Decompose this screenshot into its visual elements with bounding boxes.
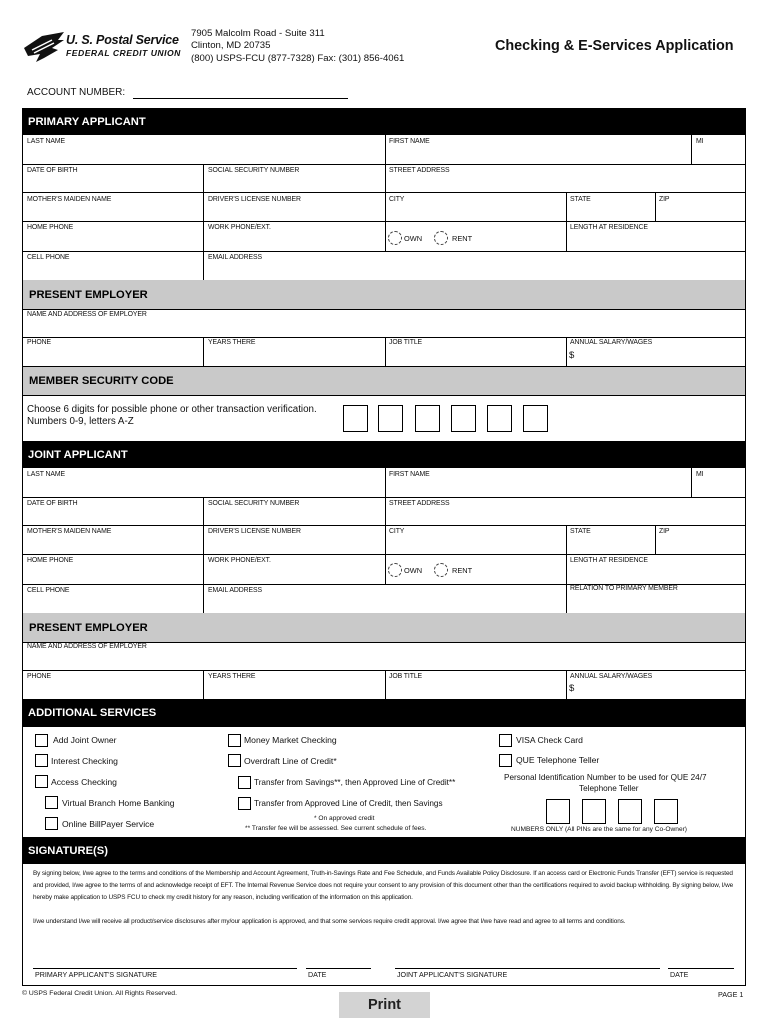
online-billpayer-checkbox[interactable]	[45, 817, 58, 830]
additional-services-header: ADDITIONAL SERVICES	[22, 699, 746, 727]
zip-field[interactable]: ZIP	[659, 196, 670, 203]
joint-applicant-header: JOINT APPLICANT	[22, 441, 746, 468]
security-code-digit-1[interactable]	[343, 405, 368, 432]
first-name-field[interactable]: FIRST NAME	[389, 138, 430, 145]
page-number: PAGE 1	[718, 990, 744, 999]
security-line-2: Numbers 0-9, letters A-Z	[27, 416, 134, 427]
work-phone-field[interactable]: WORK PHONE/EXT.	[208, 224, 271, 231]
security-code-digit-4[interactable]	[451, 405, 476, 432]
col-divider	[566, 525, 567, 613]
col-divider	[203, 337, 204, 366]
joint-first-name-field[interactable]: FIRST NAME	[389, 471, 430, 478]
virtual-branch-checkbox[interactable]	[45, 796, 58, 809]
joint-rent-radio[interactable]	[434, 563, 448, 577]
cell-phone-field[interactable]: CELL PHONE	[27, 254, 70, 261]
date-of-birth-field[interactable]: DATE OF BIRTH	[27, 167, 78, 174]
visa-check-card-label: VISA Check Card	[516, 735, 583, 745]
ssn-field[interactable]: SOCIAL SECURITY NUMBER	[208, 167, 300, 174]
joint-date-line[interactable]	[668, 968, 734, 969]
joint-annual-salary-field[interactable]: ANNUAL SALARY/WAGES	[570, 673, 653, 680]
primary-applicant-grid	[22, 135, 746, 281]
joint-city-field[interactable]: CITY	[389, 528, 405, 535]
row-divider	[22, 337, 746, 338]
job-title-field[interactable]: JOB TITLE	[389, 339, 423, 346]
security-code-digit-5[interactable]	[487, 405, 512, 432]
own-radio[interactable]	[388, 231, 402, 245]
joint-job-title-field[interactable]: JOB TITLE	[389, 673, 423, 680]
transfer-from-savings-checkbox[interactable]	[238, 776, 251, 789]
money-market-label: Money Market Checking	[244, 735, 337, 745]
overdraft-checkbox[interactable]	[228, 754, 241, 767]
joint-work-phone-field[interactable]: WORK PHONE/EXT.	[208, 557, 271, 564]
col-divider	[385, 497, 386, 584]
address-block	[191, 28, 404, 65]
rent-radio[interactable]	[434, 231, 448, 245]
overdraft-label: Overdraft Line of Credit*	[244, 756, 337, 766]
joint-employer-header: PRESENT EMPLOYER	[22, 613, 746, 642]
account-number-field[interactable]	[133, 98, 348, 99]
joint-cell-phone-field[interactable]: CELL PHONE	[27, 587, 70, 594]
col-divider	[566, 337, 567, 366]
joint-rent-label: RENT	[452, 566, 473, 575]
joint-years-there-field[interactable]: YEARS THERE	[208, 673, 256, 680]
account-number-label: ACCOUNT NUMBER:	[27, 87, 126, 98]
primary-applicant-header: PRIMARY APPLICANT	[22, 108, 746, 135]
home-phone-field[interactable]: HOME PHONE	[27, 224, 74, 231]
joint-maiden-name-field[interactable]: MOTHER'S MAIDEN NAME	[27, 528, 112, 535]
email-field[interactable]: EMAIL ADDRESS	[208, 254, 262, 261]
pin-numbers-only-note: NUMBERS ONLY (All PINs are the same for any Co-Owner)	[511, 826, 688, 833]
pin-instructions-line-1: Personal Identification Number to be used for QUE 24/7	[504, 773, 707, 782]
joint-employer-phone-field[interactable]: PHONE	[27, 673, 52, 680]
col-divider	[655, 192, 656, 221]
joint-employer-name-address-field[interactable]: NAME AND ADDRESS OF EMPLOYER	[27, 643, 147, 650]
interest-checking-checkbox[interactable]	[35, 754, 48, 767]
row-divider	[22, 670, 746, 671]
joint-zip-field[interactable]: ZIP	[659, 528, 670, 535]
dollar-sign: $	[569, 350, 575, 361]
middle-initial-field[interactable]: MI	[696, 138, 704, 145]
transfer-from-credit-label: Transfer from Approved Line of Credit, then Savings	[254, 799, 443, 808]
pin-digit-2[interactable]	[582, 799, 606, 824]
primary-signature-line[interactable]	[33, 968, 297, 969]
dollar-sign: $	[569, 683, 575, 694]
relation-to-primary-field[interactable]: RELATION TO PRIMARY MEMBER	[570, 585, 678, 592]
row-divider	[22, 554, 746, 555]
own-label: OWN	[404, 234, 423, 243]
joint-last-name-field[interactable]: LAST NAME	[27, 471, 66, 478]
address-line-3: (800) USPS-FCU (877-7328) Fax: (301) 856-4061	[191, 52, 405, 64]
transfer-from-credit-checkbox[interactable]	[238, 797, 251, 810]
col-divider	[566, 192, 567, 251]
add-joint-owner-label: Add Joint Owner	[53, 735, 117, 745]
col-divider	[203, 164, 204, 280]
joint-own-radio[interactable]	[388, 563, 402, 577]
print-button[interactable]: Print	[339, 992, 430, 1018]
col-divider	[385, 337, 386, 366]
joint-email-field[interactable]: EMAIL ADDRESS	[208, 587, 262, 594]
col-divider	[385, 468, 386, 497]
online-billpayer-label: Online BillPayer Service	[62, 819, 155, 829]
logo-title: U. S. Postal Service	[66, 33, 179, 47]
primary-signature-label: PRIMARY APPLICANT'S SIGNATURE	[35, 971, 157, 979]
money-market-checkbox[interactable]	[228, 734, 241, 747]
col-divider	[691, 468, 692, 497]
length-at-residence-field[interactable]: LENGTH AT RESIDENCE	[570, 224, 648, 231]
address-line-2: Clinton, MD 20735	[191, 40, 271, 52]
state-field[interactable]: STATE	[570, 196, 591, 203]
page-title: Checking & E-Services Application	[495, 38, 734, 54]
pin-instructions-line-2: Telephone Teller	[579, 784, 639, 793]
joint-middle-initial-field[interactable]: MI	[696, 471, 704, 478]
joint-date-of-birth-field[interactable]: DATE OF BIRTH	[27, 500, 78, 507]
joint-own-label: OWN	[404, 566, 423, 575]
rent-label: RENT	[452, 234, 473, 243]
security-code-digit-3[interactable]	[415, 405, 440, 432]
copyright: © USPS Federal Credit Union. All Rights Reserved.	[22, 990, 177, 997]
primary-date-line[interactable]	[306, 968, 371, 969]
add-joint-owner-checkbox[interactable]	[35, 734, 48, 747]
que-teller-label: QUE Telephone Teller	[516, 755, 600, 765]
logo-subtitle: FEDERAL CREDIT UNION	[66, 48, 181, 58]
security-code-header: MEMBER SECURITY CODE	[22, 366, 746, 395]
pin-digit-3[interactable]	[618, 799, 642, 824]
usps-fcu-logo	[22, 28, 182, 64]
row-divider	[22, 525, 746, 526]
agreement-paragraph-1: By signing below, I/we agree to the terms and conditions of the Membership and Account Agreement, Truth-in-Savings Rate and Fee Schedule, and Funds Available Policy Disclosure. If an access card or Electronic Funds Transfer (EFT) service is requested and provided, I/we agree to the terms of and acknowledge receipt of EFT. The Internal Revenue Service does not require your consent to any provision of this document other than the certifications required to avoid backup withholding. By signing below, I/we hereby make application to USPS FCU to check my credit history for any reason, including verification of the information on this application.	[33, 870, 734, 901]
joint-state-field[interactable]: STATE	[570, 528, 591, 535]
employer-phone-field[interactable]: PHONE	[27, 339, 52, 346]
access-checking-checkbox[interactable]	[35, 775, 48, 788]
virtual-branch-label: Virtual Branch Home Banking	[62, 798, 175, 808]
row-divider	[22, 221, 746, 222]
joint-ssn-field[interactable]: SOCIAL SECURITY NUMBER	[208, 500, 300, 507]
transfer-fee-note: ** Transfer fee will be assessed. See current schedule of fees.	[245, 825, 427, 832]
col-divider	[203, 670, 204, 699]
joint-date-label: DATE	[670, 971, 689, 979]
security-code-digit-2[interactable]	[378, 405, 403, 432]
joint-signature-line[interactable]	[395, 968, 660, 969]
security-code-instructions	[27, 404, 317, 428]
que-teller-checkbox[interactable]	[499, 754, 512, 767]
eagle-logo-icon	[22, 28, 66, 64]
agreement-paragraph-2: I/we understand I/we will receive all product/service disclosures after my/our application is approved, and that some services require credit approval. I/we agree that I/we have read and agree to all terms and conditions.	[33, 918, 626, 925]
row-divider	[22, 164, 746, 165]
street-address-field[interactable]: STREET ADDRESS	[389, 167, 450, 174]
annual-salary-field[interactable]: ANNUAL SALARY/WAGES	[570, 339, 653, 346]
signatures-header: SIGNATURE(S)	[22, 837, 746, 864]
drivers-license-field[interactable]: DRIVER'S LICENSE NUMBER	[208, 196, 301, 203]
interest-checking-label: Interest Checking	[51, 756, 118, 766]
approved-credit-note: * On approved credit	[314, 815, 375, 822]
security-code-digit-6[interactable]	[523, 405, 548, 432]
joint-drivers-license-field[interactable]: DRIVER'S LICENSE NUMBER	[208, 528, 301, 535]
col-divider	[566, 670, 567, 699]
joint-street-address-field[interactable]: STREET ADDRESS	[389, 500, 450, 507]
access-checking-label: Access Checking	[51, 777, 117, 787]
joint-home-phone-field[interactable]: HOME PHONE	[27, 557, 74, 564]
row-divider	[22, 497, 746, 498]
row-divider	[22, 309, 746, 310]
city-field[interactable]: CITY	[389, 196, 405, 203]
primary-employer-header: PRESENT EMPLOYER	[22, 280, 746, 309]
col-divider	[655, 525, 656, 554]
joint-length-at-residence-field[interactable]: LENGTH AT RESIDENCE	[570, 557, 648, 564]
last-name-field[interactable]: LAST NAME	[27, 138, 66, 145]
employer-name-address-field[interactable]: NAME AND ADDRESS OF EMPLOYER	[27, 311, 147, 318]
pin-digit-4[interactable]	[654, 799, 678, 824]
years-there-field[interactable]: YEARS THERE	[208, 339, 256, 346]
col-divider	[385, 164, 386, 251]
security-line-1: Choose 6 digits for possible phone or other transaction verification.	[27, 404, 317, 415]
joint-signature-label: JOINT APPLICANT'S SIGNATURE	[397, 971, 508, 979]
transfer-from-savings-label: Transfer from Savings**, then Approved Line of Credit**	[254, 778, 456, 787]
primary-date-label: DATE	[308, 971, 327, 979]
col-divider	[691, 135, 692, 164]
row-divider	[22, 395, 746, 396]
row-divider	[22, 251, 746, 252]
row-divider	[22, 192, 746, 193]
col-divider	[203, 497, 204, 613]
pin-digit-1[interactable]	[546, 799, 570, 824]
visa-check-card-checkbox[interactable]	[499, 734, 512, 747]
col-divider	[385, 135, 386, 164]
maiden-name-field[interactable]: MOTHER'S MAIDEN NAME	[27, 196, 112, 203]
col-divider	[385, 670, 386, 699]
address-line-1: 7905 Malcolm Road - Suite 311	[191, 28, 325, 39]
